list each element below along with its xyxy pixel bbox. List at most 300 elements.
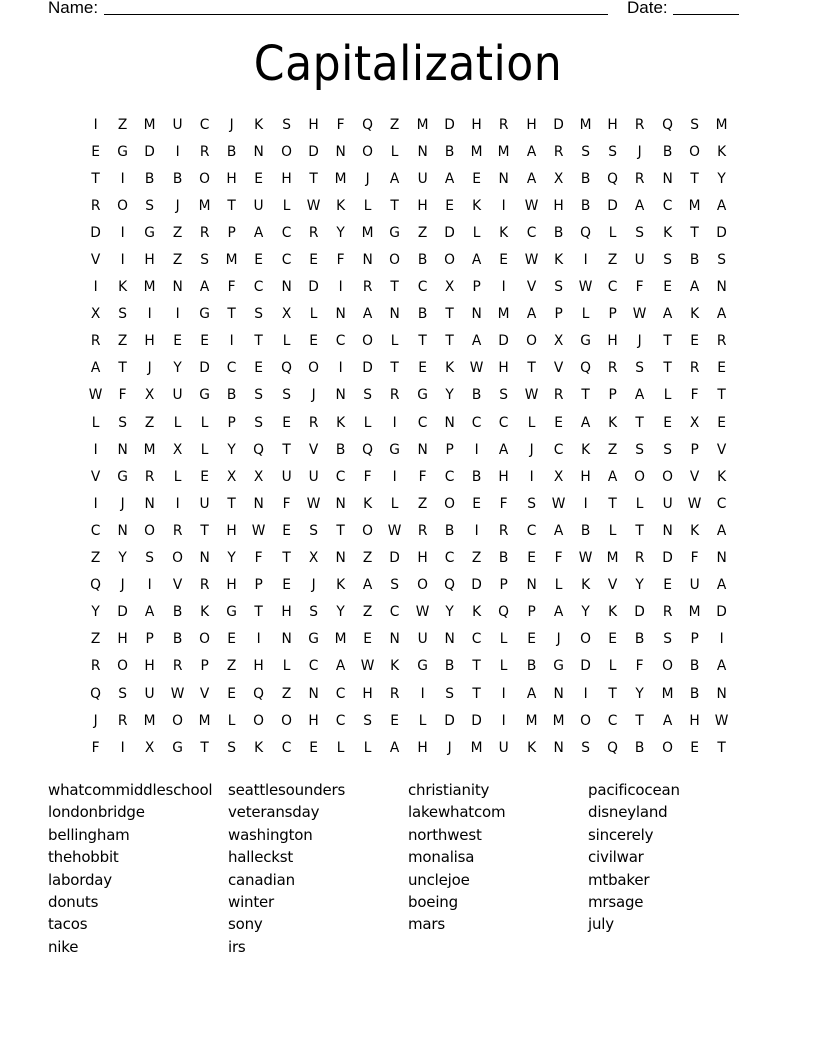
grid-letter[interactable]: V — [90, 468, 101, 485]
grid-letter[interactable]: M — [144, 712, 156, 729]
grid-letter[interactable]: H — [417, 550, 428, 567]
grid-letter[interactable]: K — [499, 224, 509, 241]
grid-letter[interactable]: I — [120, 170, 125, 187]
grid-letter[interactable]: I — [93, 441, 98, 458]
grid-letter[interactable]: B — [580, 170, 591, 187]
grid-letter[interactable]: F — [690, 387, 699, 404]
grid-letter[interactable]: Y — [91, 604, 100, 621]
grid-letter[interactable]: D — [199, 360, 210, 377]
grid-letter[interactable]: Q — [498, 604, 510, 621]
grid-letter[interactable]: S — [608, 143, 618, 160]
grid-letter[interactable]: H — [580, 468, 591, 485]
grid-letter[interactable]: N — [417, 143, 428, 160]
grid-letter[interactable]: U — [689, 577, 700, 594]
grid-letter[interactable]: Z — [145, 414, 155, 431]
grid-letter[interactable]: J — [311, 387, 316, 404]
grid-letter[interactable]: E — [227, 631, 237, 648]
grid-letter[interactable]: W — [687, 495, 702, 512]
grid-letter[interactable]: E — [281, 577, 291, 594]
grid-letter[interactable]: M — [144, 279, 156, 296]
grid-letter[interactable]: M — [144, 441, 156, 458]
grid-letter[interactable]: O — [634, 468, 646, 485]
grid-letter[interactable]: B — [145, 170, 155, 187]
grid-letter[interactable]: O — [444, 495, 455, 512]
grid-letter[interactable]: X — [689, 414, 700, 431]
grid-letter[interactable]: R — [308, 414, 319, 431]
grid-letter[interactable]: E — [254, 360, 264, 377]
grid-letter[interactable]: I — [583, 252, 588, 269]
grid-letter[interactable]: K — [254, 739, 264, 756]
grid-letter[interactable]: X — [172, 441, 182, 458]
grid-letter[interactable]: Y — [445, 604, 454, 621]
grid-letter[interactable]: T — [254, 333, 264, 350]
grid-letter[interactable]: E — [254, 252, 264, 269]
grid-letter[interactable]: B — [444, 658, 455, 675]
grid-letter[interactable]: H — [607, 116, 618, 133]
grid-letter[interactable]: Z — [172, 252, 182, 269]
grid-letter[interactable]: O — [580, 631, 591, 648]
grid-letter[interactable]: C — [417, 279, 428, 296]
grid-letter[interactable]: L — [391, 495, 399, 512]
grid-letter[interactable]: N — [117, 522, 128, 539]
grid-letter[interactable]: R — [172, 522, 183, 539]
grid-letter[interactable]: I — [529, 468, 534, 485]
grid-letter[interactable]: R — [553, 387, 564, 404]
grid-letter[interactable]: Z — [90, 550, 101, 567]
grid-letter[interactable]: M — [361, 224, 374, 241]
grid-letter[interactable]: T — [635, 712, 645, 729]
grid-letter[interactable]: E — [472, 170, 482, 187]
grid-letter[interactable]: L — [581, 306, 590, 323]
grid-letter[interactable]: G — [171, 739, 183, 756]
grid-letter[interactable]: E — [254, 170, 264, 187]
grid-letter[interactable]: A — [635, 387, 645, 404]
grid-letter[interactable]: L — [227, 712, 236, 729]
grid-letter[interactable]: W — [306, 197, 321, 214]
grid-letter[interactable]: J — [637, 333, 643, 350]
grid-letter[interactable]: G — [389, 224, 401, 241]
grid-letter[interactable]: T — [118, 360, 128, 377]
grid-letter[interactable]: B — [172, 170, 182, 187]
grid-letter[interactable]: T — [227, 197, 236, 214]
grid-letter[interactable]: G — [308, 631, 319, 648]
grid-letter[interactable]: E — [717, 360, 726, 377]
grid-letter[interactable]: X — [553, 333, 564, 350]
grid-letter[interactable]: E — [662, 414, 672, 431]
grid-letter[interactable]: L — [91, 414, 100, 431]
grid-letter[interactable]: L — [282, 197, 290, 214]
grid-letter[interactable]: I — [474, 441, 479, 458]
grid-letter[interactable]: K — [526, 739, 536, 756]
grid-letter[interactable]: W — [578, 279, 593, 296]
grid-letter[interactable]: N — [662, 522, 673, 539]
grid-letter[interactable]: O — [117, 658, 129, 675]
grid-letter[interactable]: A — [716, 306, 727, 323]
grid-letter[interactable]: X — [90, 306, 101, 323]
grid-letter[interactable]: R — [607, 360, 618, 377]
grid-letter[interactable]: E — [662, 279, 672, 296]
grid-letter[interactable]: M — [334, 170, 347, 187]
grid-letter[interactable]: W — [714, 712, 729, 729]
grid-letter[interactable]: Z — [363, 550, 373, 567]
grid-letter[interactable]: V — [553, 360, 564, 377]
grid-letter[interactable]: H — [226, 170, 237, 187]
grid-letter[interactable]: M — [470, 739, 483, 756]
grid-letter[interactable]: S — [118, 306, 128, 323]
grid-letter[interactable]: E — [608, 631, 618, 648]
grid-letter[interactable]: H — [607, 333, 618, 350]
grid-letter[interactable]: L — [418, 712, 427, 729]
grid-letter[interactable]: T — [662, 333, 672, 350]
grid-letter[interactable]: E — [417, 360, 427, 377]
grid-letter[interactable]: L — [663, 387, 672, 404]
grid-letter[interactable]: L — [282, 333, 290, 350]
grid-letter[interactable]: Z — [172, 224, 182, 241]
grid-letter[interactable]: D — [634, 604, 646, 621]
grid-letter[interactable]: Z — [118, 116, 128, 133]
grid-letter[interactable]: Z — [226, 658, 237, 675]
grid-letter[interactable]: X — [145, 739, 155, 756]
grid-letter[interactable]: X — [254, 468, 264, 485]
grid-letter[interactable]: B — [172, 631, 182, 648]
grid-letter[interactable]: I — [338, 279, 343, 296]
grid-letter[interactable]: T — [445, 306, 454, 323]
grid-letter[interactable]: W — [469, 360, 484, 377]
grid-letter[interactable]: D — [553, 116, 564, 133]
grid-letter[interactable]: E — [526, 631, 536, 648]
grid-letter[interactable]: P — [445, 441, 454, 458]
grid-letter[interactable]: C — [526, 522, 536, 539]
grid-letter[interactable]: C — [335, 712, 346, 729]
grid-letter[interactable]: K — [118, 279, 128, 296]
grid-letter[interactable]: F — [636, 658, 644, 675]
grid-letter[interactable]: C — [281, 739, 291, 756]
grid-letter[interactable]: O — [661, 739, 673, 756]
grid-letter[interactable]: S — [635, 441, 645, 458]
grid-letter[interactable]: O — [525, 333, 537, 350]
grid-letter[interactable]: A — [526, 685, 536, 702]
grid-letter[interactable]: A — [145, 604, 155, 621]
grid-letter[interactable]: K — [336, 577, 346, 594]
grid-letter[interactable]: N — [362, 252, 373, 269]
grid-letter[interactable]: I — [392, 468, 398, 485]
grid-letter[interactable]: W — [415, 604, 430, 621]
grid-letter[interactable]: K — [363, 495, 373, 512]
grid-letter[interactable]: O — [171, 712, 183, 729]
grid-letter[interactable]: G — [199, 306, 210, 323]
grid-letter[interactable]: U — [281, 468, 292, 485]
grid-letter[interactable]: E — [308, 739, 318, 756]
grid-letter[interactable]: S — [662, 441, 672, 458]
grid-letter[interactable]: T — [690, 170, 699, 187]
grid-letter[interactable]: T — [200, 522, 209, 539]
grid-letter[interactable]: E — [445, 197, 454, 214]
grid-letter[interactable]: Y — [635, 685, 645, 702]
grid-letter[interactable]: D — [308, 143, 319, 160]
grid-letter[interactable]: N — [172, 279, 183, 296]
grid-letter[interactable]: U — [417, 631, 428, 648]
grid-letter[interactable]: Q — [90, 577, 102, 594]
grid-letter[interactable]: T — [526, 360, 536, 377]
grid-letter[interactable]: B — [635, 739, 645, 756]
grid-letter[interactable]: C — [254, 279, 264, 296]
grid-letter[interactable]: Z — [471, 550, 482, 567]
grid-letter[interactable]: K — [608, 604, 618, 621]
grid-letter[interactable]: E — [308, 252, 318, 269]
grid-letter[interactable]: Z — [417, 224, 427, 241]
grid-letter[interactable]: K — [336, 414, 346, 431]
grid-letter[interactable]: N — [716, 550, 727, 567]
grid-letter[interactable]: A — [635, 197, 645, 214]
grid-letter[interactable]: S — [581, 739, 590, 756]
grid-letter[interactable]: U — [498, 739, 509, 756]
grid-letter[interactable]: O — [580, 712, 591, 729]
grid-letter[interactable]: R — [635, 550, 645, 567]
grid-letter[interactable]: D — [498, 333, 510, 350]
grid-letter[interactable]: Q — [90, 685, 102, 702]
grid-letter[interactable]: C — [281, 224, 291, 241]
grid-letter[interactable]: C — [417, 414, 428, 431]
grid-letter[interactable]: S — [526, 495, 536, 512]
grid-letter[interactable]: Y — [336, 224, 345, 241]
grid-letter[interactable]: H — [471, 116, 482, 133]
grid-letter[interactable]: B — [226, 387, 237, 404]
grid-letter[interactable]: B — [526, 658, 536, 675]
grid-letter[interactable]: E — [200, 333, 209, 350]
grid-letter[interactable]: D — [607, 197, 619, 214]
grid-letter[interactable]: K — [254, 116, 264, 133]
grid-letter[interactable]: V — [608, 577, 618, 594]
grid-letter[interactable]: C — [553, 441, 564, 458]
grid-letter[interactable]: W — [551, 495, 566, 512]
grid-letter[interactable]: V — [308, 441, 319, 458]
grid-letter[interactable]: W — [633, 306, 647, 323]
grid-letter[interactable]: M — [688, 604, 701, 621]
grid-letter[interactable]: I — [583, 495, 588, 512]
grid-letter[interactable]: T — [717, 387, 726, 404]
grid-letter[interactable]: E — [281, 522, 291, 539]
grid-letter[interactable]: R — [145, 468, 155, 485]
grid-letter[interactable]: J — [93, 712, 98, 729]
grid-letter[interactable]: C — [335, 333, 346, 350]
grid-letter[interactable]: D — [471, 712, 482, 729]
grid-letter[interactable]: O — [280, 143, 292, 160]
grid-letter[interactable]: T — [581, 387, 590, 404]
grid-letter[interactable]: R — [635, 170, 645, 187]
grid-letter[interactable]: B — [417, 252, 427, 269]
grid-letter[interactable]: N — [716, 685, 727, 702]
grid-letter[interactable]: M — [497, 143, 510, 160]
grid-letter[interactable]: L — [363, 739, 372, 756]
grid-letter[interactable]: G — [389, 441, 401, 458]
grid-letter[interactable]: N — [335, 387, 346, 404]
grid-letter[interactable]: X — [145, 387, 155, 404]
grid-letter[interactable]: E — [690, 739, 699, 756]
grid-letter[interactable]: O — [307, 360, 319, 377]
grid-letter[interactable]: T — [200, 739, 209, 756]
grid-letter[interactable]: K — [581, 577, 591, 594]
grid-letter[interactable]: I — [120, 739, 125, 756]
grid-letter[interactable]: C — [607, 279, 618, 296]
grid-letter[interactable]: Z — [363, 604, 373, 621]
grid-letter[interactable]: T — [418, 333, 427, 350]
grid-letter[interactable]: P — [145, 631, 155, 648]
grid-letter[interactable]: N — [253, 143, 265, 160]
grid-letter[interactable]: A — [689, 279, 700, 296]
grid-letter[interactable]: O — [362, 333, 374, 350]
grid-letter[interactable]: R — [390, 685, 400, 702]
grid-letter[interactable]: J — [556, 631, 561, 648]
grid-letter[interactable]: H — [417, 197, 428, 214]
grid-letter[interactable]: A — [580, 414, 591, 431]
grid-letter[interactable]: B — [689, 658, 700, 675]
grid-letter[interactable]: A — [526, 170, 536, 187]
grid-letter[interactable]: D — [444, 224, 455, 241]
grid-letter[interactable]: X — [281, 306, 291, 323]
grid-letter[interactable]: M — [198, 712, 211, 729]
grid-letter[interactable]: N — [444, 631, 455, 648]
grid-letter[interactable]: Q — [580, 224, 591, 241]
grid-letter[interactable]: R — [199, 143, 210, 160]
grid-letter[interactable]: J — [148, 360, 153, 377]
grid-letter[interactable]: T — [281, 441, 291, 458]
grid-letter[interactable]: A — [499, 441, 509, 458]
grid-letter[interactable]: C — [335, 685, 346, 702]
grid-letter[interactable]: S — [254, 306, 264, 323]
grid-letter[interactable]: T — [690, 224, 699, 241]
grid-letter[interactable]: R — [635, 116, 645, 133]
date-blank-line[interactable] — [673, 0, 739, 15]
grid-letter[interactable]: J — [311, 577, 316, 594]
grid-letter[interactable]: A — [390, 739, 400, 756]
grid-letter[interactable]: O — [199, 170, 210, 187]
grid-letter[interactable]: H — [226, 577, 237, 594]
grid-letter[interactable]: P — [472, 279, 481, 296]
grid-letter[interactable]: R — [689, 360, 700, 377]
grid-letter[interactable]: I — [583, 685, 588, 702]
grid-letter[interactable]: I — [148, 577, 153, 594]
grid-letter[interactable]: C — [308, 658, 319, 675]
grid-letter[interactable]: P — [608, 306, 617, 323]
grid-letter[interactable]: F — [227, 279, 236, 296]
grid-letter[interactable]: R — [553, 143, 564, 160]
grid-letter[interactable]: L — [391, 333, 399, 350]
grid-letter[interactable]: J — [529, 441, 534, 458]
grid-letter[interactable]: V — [199, 685, 210, 702]
grid-letter[interactable]: W — [88, 387, 103, 404]
grid-letter[interactable]: E — [526, 550, 536, 567]
grid-letter[interactable]: K — [689, 306, 699, 323]
grid-letter[interactable]: B — [580, 522, 591, 539]
grid-letter[interactable]: E — [662, 577, 672, 594]
grid-letter[interactable]: V — [172, 577, 182, 594]
grid-letter[interactable]: O — [661, 468, 673, 485]
grid-letter[interactable]: Q — [607, 170, 619, 187]
grid-letter[interactable]: B — [444, 522, 455, 539]
grid-letter[interactable]: H — [689, 712, 700, 729]
grid-letter[interactable]: Q — [253, 685, 265, 702]
grid-letter[interactable]: E — [281, 414, 291, 431]
grid-letter[interactable]: V — [716, 441, 727, 458]
grid-letter[interactable]: W — [388, 522, 402, 539]
grid-letter[interactable]: Q — [607, 739, 619, 756]
grid-letter[interactable]: A — [363, 577, 373, 594]
grid-letter[interactable]: P — [608, 387, 617, 404]
grid-letter[interactable]: J — [175, 197, 180, 214]
grid-letter[interactable]: W — [170, 685, 185, 702]
grid-letter[interactable]: O — [280, 712, 292, 729]
grid-letter[interactable]: G — [117, 143, 129, 160]
grid-letter[interactable]: Q — [362, 441, 374, 458]
grid-letter[interactable]: M — [552, 712, 565, 729]
grid-letter[interactable]: S — [581, 143, 590, 160]
grid-letter[interactable]: F — [336, 116, 345, 133]
grid-letter[interactable]: L — [200, 414, 209, 431]
grid-letter[interactable]: E — [91, 143, 100, 160]
grid-letter[interactable]: A — [526, 143, 536, 160]
grid-letter[interactable]: C — [471, 414, 482, 431]
grid-letter[interactable]: S — [635, 224, 645, 241]
grid-letter[interactable]: E — [308, 333, 318, 350]
grid-letter[interactable]: Z — [608, 252, 618, 269]
grid-letter[interactable]: D — [580, 658, 591, 675]
grid-letter[interactable]: I — [501, 279, 506, 296]
grid-letter[interactable]: C — [226, 360, 237, 377]
grid-letter[interactable]: E — [553, 414, 563, 431]
grid-letter[interactable]: H — [144, 658, 156, 675]
grid-letter[interactable]: F — [499, 495, 508, 512]
grid-letter[interactable]: S — [281, 116, 291, 133]
grid-letter[interactable]: M — [688, 197, 701, 214]
grid-letter[interactable]: X — [553, 170, 564, 187]
grid-letter[interactable]: E — [200, 468, 209, 485]
grid-letter[interactable]: H — [525, 116, 537, 133]
grid-letter[interactable]: A — [526, 306, 536, 323]
grid-letter[interactable]: H — [280, 604, 292, 621]
grid-letter[interactable]: V — [689, 468, 700, 485]
grid-letter[interactable]: K — [444, 360, 454, 377]
grid-letter[interactable]: I — [93, 279, 98, 296]
grid-letter[interactable]: Y — [227, 441, 236, 458]
grid-letter[interactable]: A — [716, 522, 727, 539]
grid-letter[interactable]: A — [335, 658, 346, 675]
grid-letter[interactable]: O — [171, 550, 183, 567]
grid-letter[interactable]: B — [471, 387, 482, 404]
grid-letter[interactable]: N — [335, 495, 346, 512]
grid-letter[interactable]: R — [90, 197, 101, 214]
grid-letter[interactable]: A — [390, 170, 400, 187]
grid-letter[interactable]: D — [444, 712, 455, 729]
grid-letter[interactable]: I — [256, 631, 261, 648]
grid-letter[interactable]: M — [225, 252, 238, 269]
grid-letter[interactable]: S — [308, 604, 318, 621]
grid-letter[interactable]: I — [120, 224, 125, 241]
grid-letter[interactable]: U — [172, 387, 183, 404]
grid-letter[interactable]: Q — [580, 360, 591, 377]
grid-letter[interactable]: Q — [661, 116, 673, 133]
grid-letter[interactable]: R — [308, 224, 319, 241]
grid-letter[interactable]: I — [338, 360, 343, 377]
grid-letter[interactable]: J — [120, 495, 125, 512]
grid-letter[interactable]: L — [173, 414, 182, 431]
grid-letter[interactable]: W — [578, 550, 593, 567]
grid-letter[interactable]: F — [336, 252, 345, 269]
grid-letter[interactable]: T — [635, 414, 645, 431]
grid-letter[interactable]: L — [391, 143, 399, 160]
grid-letter[interactable]: Y — [445, 387, 454, 404]
grid-letter[interactable]: A — [471, 333, 482, 350]
grid-letter[interactable]: S — [118, 685, 128, 702]
